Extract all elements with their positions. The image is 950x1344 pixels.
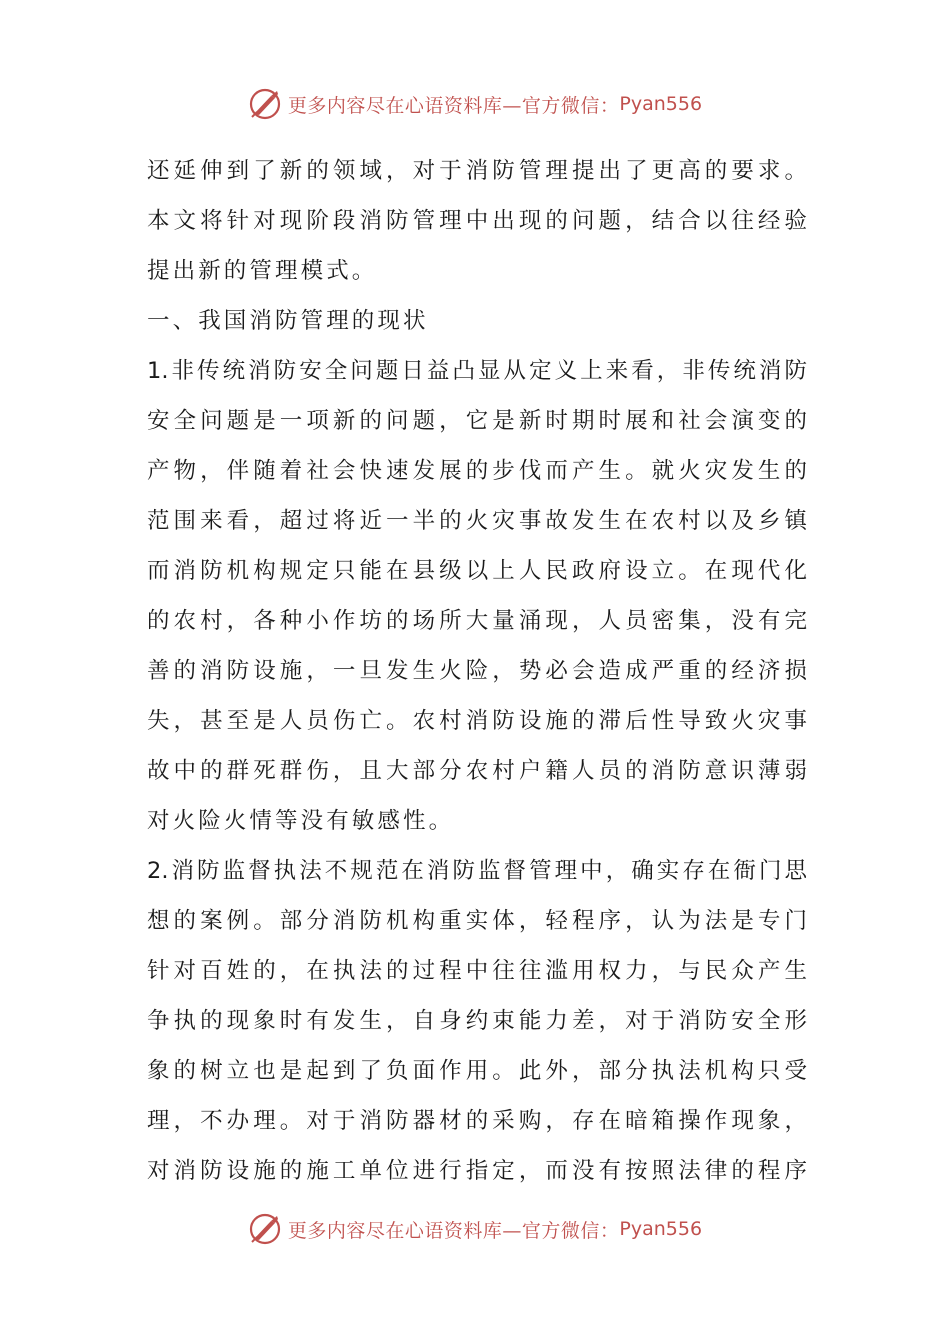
text-line: 针对百姓的，在执法的过程中往往滥用权力，与民众产生 <box>147 958 807 984</box>
document-body <box>147 146 807 1196</box>
header-watermark <box>0 84 950 124</box>
watermark-id: Pyan556 <box>619 93 703 115</box>
text-line: 而消防机构规定只能在县级以上人民政府设立。在现代化 <box>147 558 807 584</box>
watermark-text: 更多内容尽在心语资料库—官方微信： <box>287 1219 620 1242</box>
text-line: 对消防设施的施工单位进行指定，而没有按照法律的程序 <box>147 1158 807 1184</box>
text-line: 故中的群死群伤，且大部分农村户籍人员的消防意识薄弱 <box>147 758 807 784</box>
text-line: 范围来看，超过将近一半的火灾事故发生在农村以及乡镇 <box>147 508 807 534</box>
text-line: 产物，伴随着社会快速发展的步伐而产生。就火灾发生的 <box>147 458 807 484</box>
text-line: 象的树立也是起到了负面作用。此外，部分执法机构只受 <box>147 1058 807 1084</box>
text-line: 本文将针对现阶段消防管理中出现的问题，结合以往经验 <box>147 208 807 234</box>
watermark-text: 更多内容尽在心语资料库—官方微信： <box>287 94 620 117</box>
watermark-id: Pyan556 <box>619 1218 703 1240</box>
text-line: 安全问题是一项新的问题，它是新时期时展和社会演变的 <box>147 408 807 434</box>
pen-circle-logo-icon <box>248 1212 282 1246</box>
text-line: 对火险火情等没有敏感性。 <box>147 808 455 834</box>
text-line: 1.非传统消防安全问题日益凸显从定义上来看，非传统消防 <box>147 358 807 384</box>
text-line: 还延伸到了新的领域，对于消防管理提出了更高的要求。 <box>147 158 807 184</box>
text-line: 失，甚至是人员伤亡。农村消防设施的滞后性导致火灾事 <box>147 708 807 734</box>
text-line: 想的案例。部分消防机构重实体，轻程序，认为法是专门 <box>147 908 807 934</box>
footer-watermark <box>0 1209 950 1249</box>
text-line: 的农村，各种小作坊的场所大量涌现，人员密集，没有完 <box>147 608 807 634</box>
pen-circle-logo-icon <box>248 87 282 121</box>
text-line: 善的消防设施，一旦发生火险，势必会造成严重的经济损 <box>147 658 807 684</box>
text-line: 一、我国消防管理的现状 <box>147 308 429 334</box>
text-line: 理，不办理。对于消防器材的采购，存在暗箱操作现象， <box>147 1108 807 1134</box>
text-line: 提出新的管理模式。 <box>147 258 378 284</box>
text-line: 争执的现象时有发生，自身约束能力差，对于消防安全形 <box>147 1008 807 1034</box>
text-line: 2.消防监督执法不规范在消防监督管理中，确实存在衙门思 <box>147 858 807 884</box>
